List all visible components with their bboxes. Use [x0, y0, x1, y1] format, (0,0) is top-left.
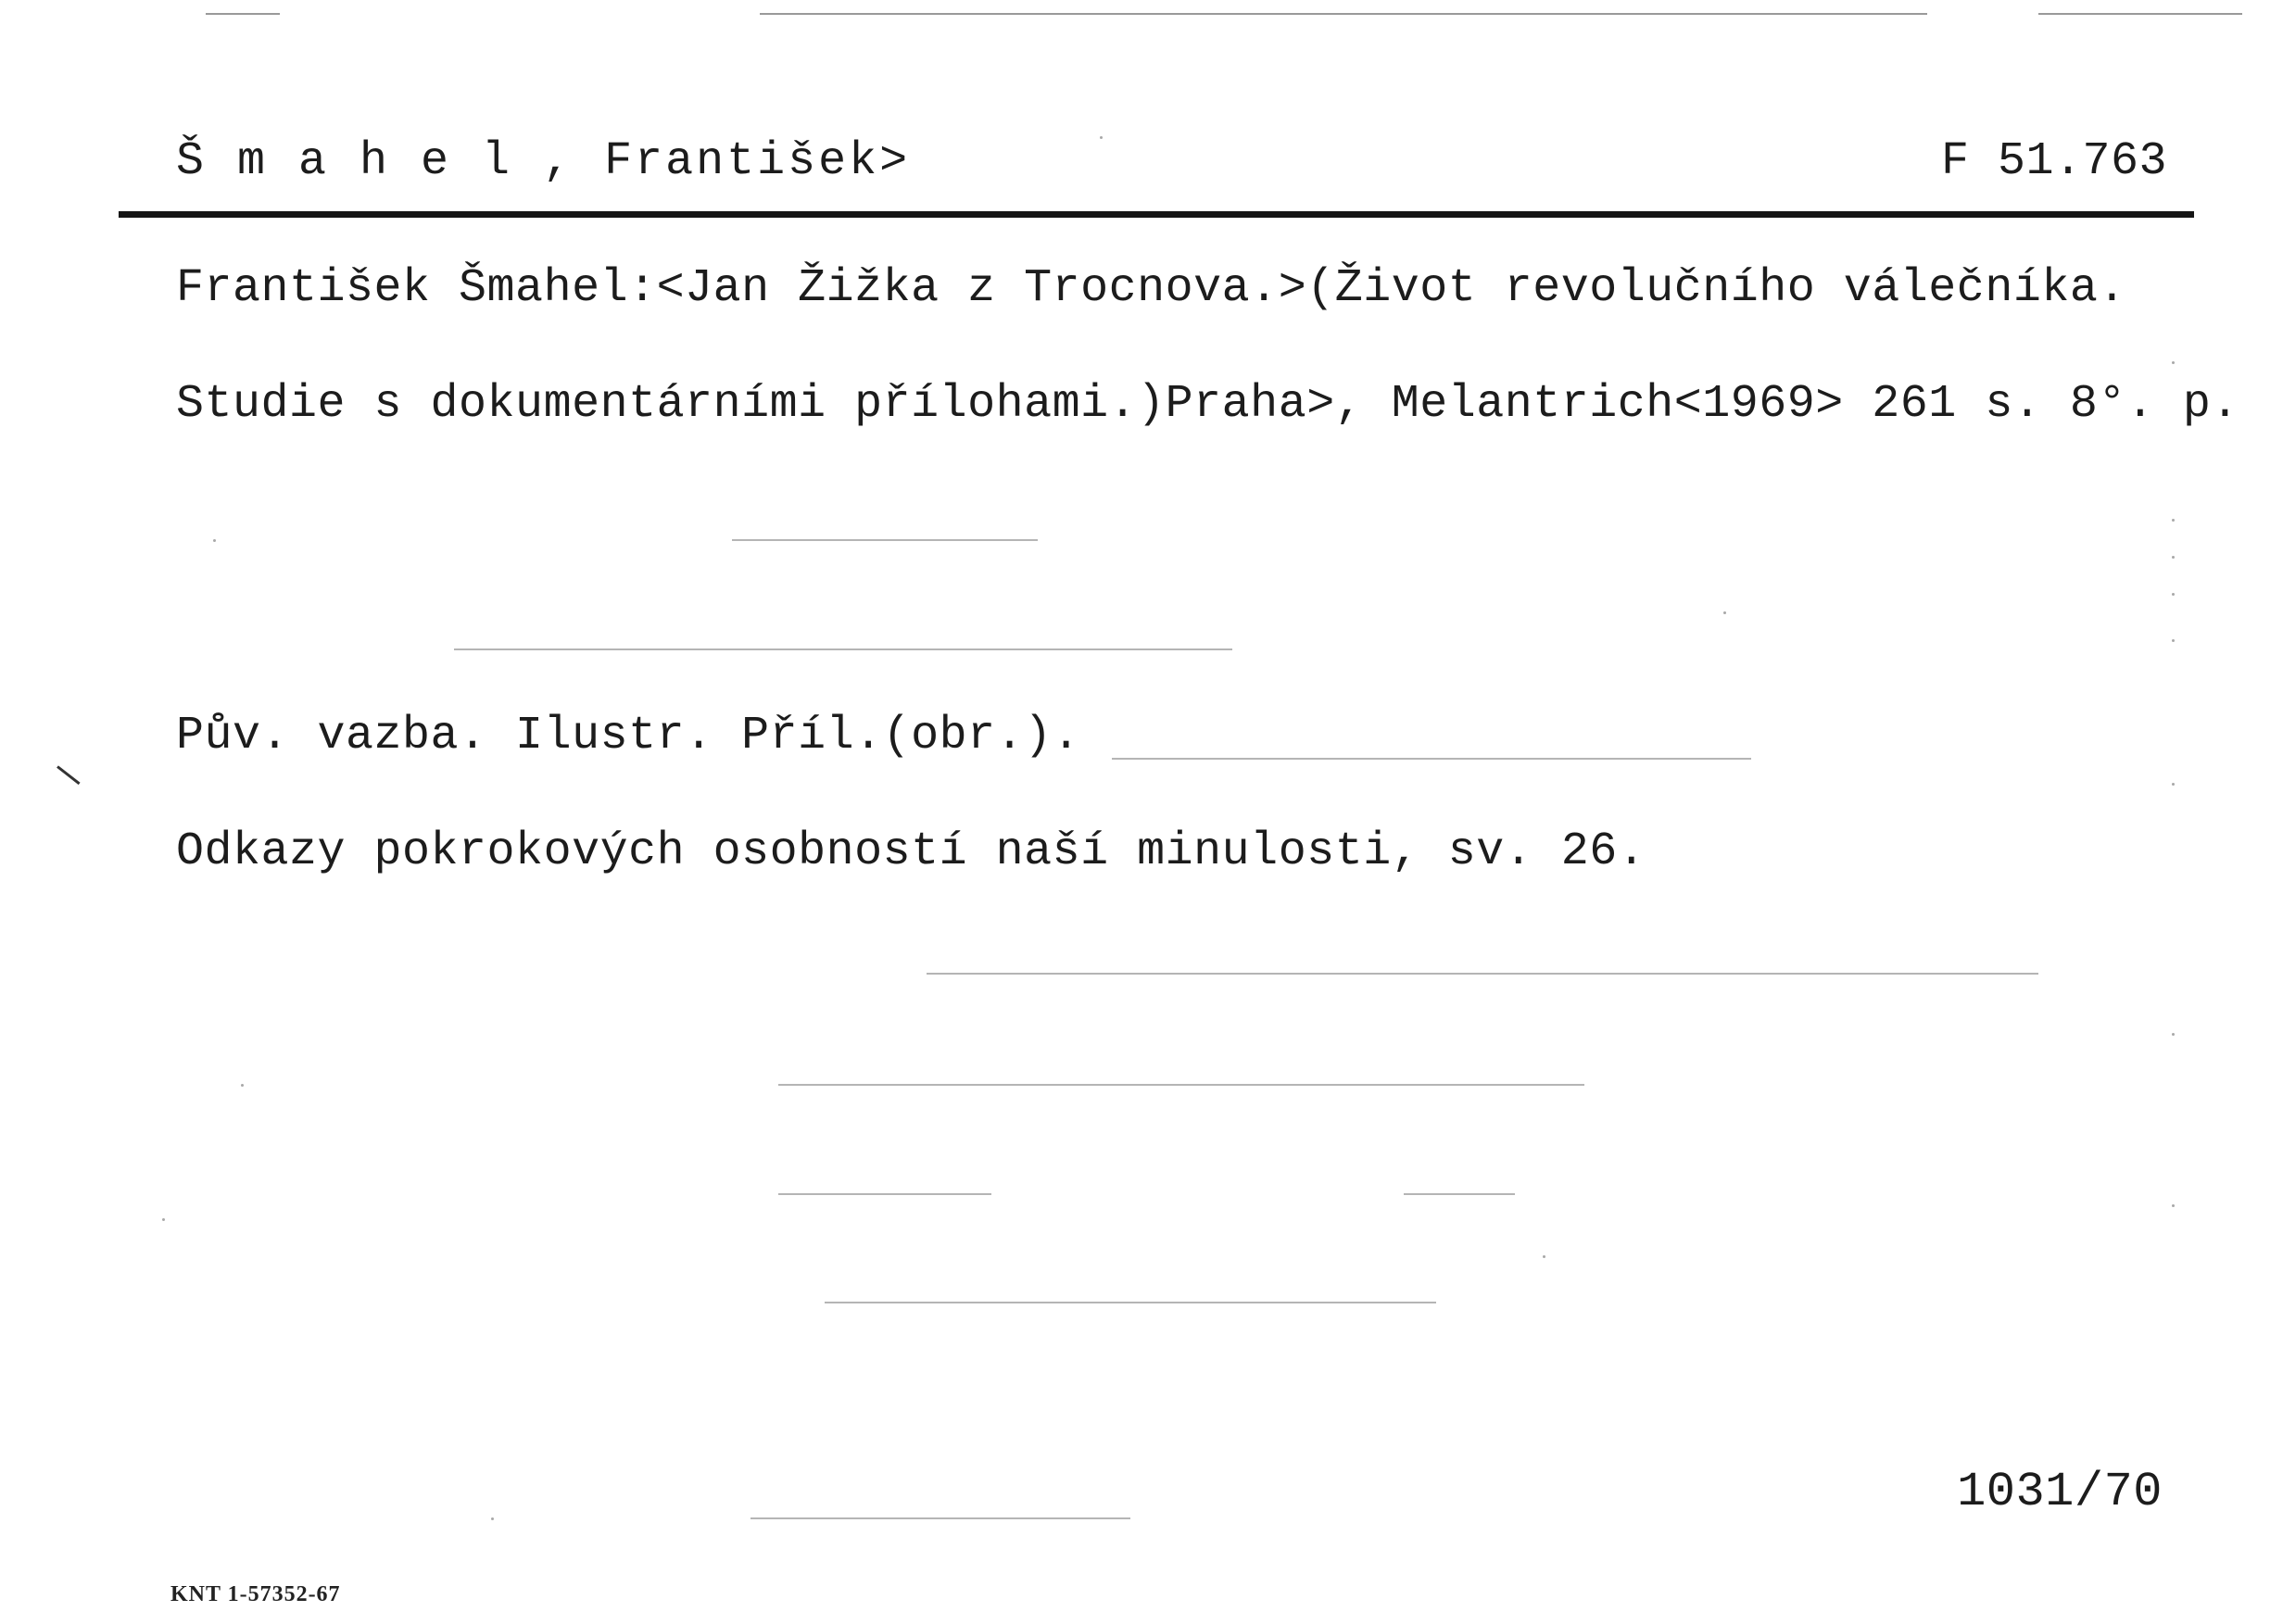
speck [491, 1517, 494, 1520]
speck [241, 1084, 244, 1087]
heading-divider [119, 211, 2194, 218]
faint-guide-line [732, 539, 1038, 541]
speck [213, 539, 216, 542]
speck [2172, 556, 2175, 559]
speck [1100, 136, 1103, 139]
speck [1543, 1255, 1545, 1258]
notes-line: Pův. vazba. Ilustr. Příl.(obr.). [176, 710, 1081, 762]
printer-mark: KNT 1-57352-67 [170, 1582, 341, 1606]
speck [2172, 519, 2175, 522]
accession-number: 1031/70 [1957, 1465, 2163, 1519]
faint-guide-line [750, 1517, 1130, 1519]
faint-guide-line [825, 1302, 1436, 1303]
series-line: Odkazy pokrokových osobností naší minulosti, sv. 26. [176, 825, 1646, 878]
speck [2172, 783, 2175, 786]
speck [162, 1218, 165, 1221]
faint-guide-line [927, 973, 2038, 975]
faint-guide-line [778, 1193, 991, 1195]
faint-guide-line [454, 648, 1232, 650]
faint-guide-line [1112, 758, 1751, 760]
faint-guide-line [778, 1084, 1584, 1086]
speck [2172, 1204, 2175, 1207]
speck [2172, 1033, 2175, 1036]
speck [2172, 593, 2175, 596]
author-heading: Š m a h e l , František> [176, 135, 911, 188]
speck [2172, 639, 2175, 642]
top-faint-rule [2038, 13, 2242, 15]
description-line-1: František Šmahel:<Jan Žižka z Trocnova.>(Život revolučního válečníka. [176, 262, 2126, 315]
top-faint-rule [760, 13, 1927, 15]
description-line-2: Studie s dokumentárními přílohami.)Praha>, Melantrich<1969> 261 s. 8°. p. [176, 378, 2239, 431]
faint-guide-line [1404, 1193, 1515, 1195]
call-number: F 51.763 [1940, 135, 2167, 188]
speck [2172, 361, 2175, 364]
speck [1723, 611, 1726, 614]
stray-pencil-mark [57, 765, 80, 785]
top-faint-rule [206, 13, 280, 15]
